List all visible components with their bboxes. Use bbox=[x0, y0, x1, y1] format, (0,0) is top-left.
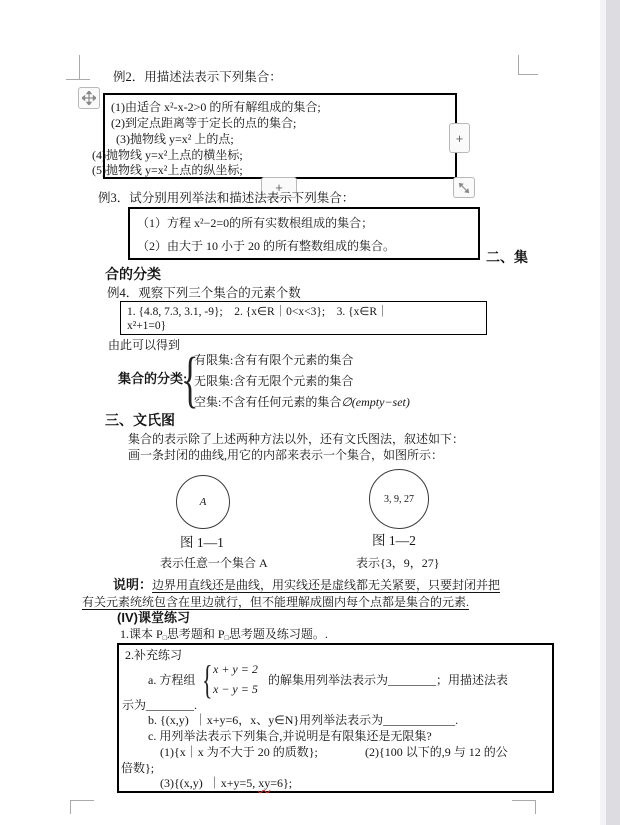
example4-conclusion: 由此可以得到 bbox=[108, 338, 181, 352]
insert-right-button[interactable] bbox=[449, 123, 470, 153]
exercise-a-wrap: 示为________. bbox=[122, 698, 198, 712]
example3-title: 例3．试分别用列举法和描述法表示下列集合： bbox=[98, 191, 355, 205]
resize-diagonal-icon bbox=[458, 182, 470, 194]
exercise-c3 bbox=[160, 776, 292, 790]
venn-para-2: 画一条封闭的曲线,用它的内部来表示一个集合，如图所示： bbox=[128, 448, 444, 462]
example2-item-1: (1)由适合 x²-x-2>0 的所有解组成的集合; bbox=[111, 100, 321, 114]
note-line-2 bbox=[82, 595, 469, 609]
plus-icon: + bbox=[275, 180, 283, 195]
note-line-1 bbox=[113, 578, 500, 592]
page-subscript-1: □ bbox=[162, 634, 167, 642]
venn-circle-A bbox=[176, 475, 230, 529]
exercise-a-label: a. 方程组 bbox=[148, 673, 196, 687]
venn-circle-set-label: 3, 9, 27 bbox=[384, 493, 414, 505]
example2-item-5: (5)抛物线 y=x²上点的纵坐标; bbox=[92, 163, 243, 177]
practice-item1-pre: 1.课本 P bbox=[120, 627, 163, 641]
page-subscript-2: □ bbox=[224, 634, 229, 642]
example2-item-2: (2)到定点距离等于定长的点的集合; bbox=[111, 116, 297, 130]
example4-line-2: x²+1=0} bbox=[127, 320, 167, 332]
figure1-caption: 图 1—1 bbox=[180, 535, 224, 550]
resize-handle[interactable] bbox=[453, 177, 475, 198]
figure2-description: 表示{3，9，27} bbox=[356, 556, 440, 570]
scrollbar-track[interactable] bbox=[606, 0, 620, 825]
example3-item-1: （1）方程 x²−2=0的所有实数根组成的集合； bbox=[137, 216, 374, 230]
exercise-c2: (2){100 以下的,9 与 12 的公 bbox=[365, 745, 508, 759]
margin-mark-bottom-right bbox=[512, 800, 536, 801]
section2-heading-wrap: 合的分类 bbox=[105, 266, 161, 282]
equation-1: x + y = 2 bbox=[213, 662, 258, 676]
venn-circle-A-label: A bbox=[199, 496, 207, 508]
exercise-c3-post: =6}; bbox=[270, 776, 293, 790]
exercise-b: b. {(x,y) ｜x+y=6，x、y∈N}用列举法表示为____________. bbox=[148, 713, 459, 727]
practice-heading: (IV)课堂练习 bbox=[117, 610, 190, 625]
margin-mark-top-right-v bbox=[518, 55, 519, 75]
classification-item-empty bbox=[194, 395, 410, 409]
classification-item-infinite: 无限集:含有无限个元素的集合 bbox=[194, 374, 354, 388]
classification-item-finite: 有限集:含有有限个元素的集合 bbox=[194, 353, 354, 367]
margin-mark-top-left-v bbox=[79, 55, 80, 80]
margin-mark-top-right bbox=[518, 74, 538, 75]
empty-set-text: 空集:不含有任何元素的集合 bbox=[194, 395, 342, 409]
equation-2: x − y = 5 bbox=[213, 682, 258, 696]
section3-heading: 三、文氏图 bbox=[105, 412, 175, 428]
note-text-1: 边界用直线还是曲线，用实线还是虚线都无关紧要，只要封闭并把 bbox=[152, 578, 501, 592]
example2-item-4: (4)抛物线 y=x²上点的横坐标; bbox=[92, 148, 243, 162]
margin-mark-bottom-right-v bbox=[535, 800, 536, 814]
exercise-c3-pre: (3){(x,y) ｜x+y=5, bbox=[160, 776, 259, 790]
note-text-2: 有关元素统统包含在里边就行，但不能理解成圈内每个点都是集合的元素. bbox=[82, 595, 470, 609]
classification-brace: { bbox=[182, 346, 199, 414]
empty-set-math: ∅(empty−set) bbox=[341, 395, 410, 409]
system-brace: { bbox=[202, 657, 213, 702]
supplementary-title: 2.补充练习 bbox=[125, 648, 183, 662]
exercise-c: c. 用列举法表示下列集合,并说明是有限集还是无限集? bbox=[148, 729, 432, 743]
margin-mark-bottom-left bbox=[70, 800, 94, 801]
practice-item1-post: 思考题及练习题。. bbox=[228, 627, 328, 641]
example4-line-1: 1. {4.8, 7.3, 3.1, -9}; 2. {x∈R｜0<x<3}; 3. {x∈R｜ bbox=[127, 306, 389, 318]
exercise-a-text: 的解集用列举法表示为________；用描述法表 bbox=[268, 673, 509, 687]
example2-title: 例2．用描述法表示下列集合： bbox=[113, 70, 282, 84]
figure2-caption: 图 1—2 bbox=[372, 533, 416, 548]
practice-item1-mid: 思考题和 P bbox=[166, 627, 225, 641]
move-handle[interactable] bbox=[78, 87, 100, 109]
figure1-description: 表示任意一个集合 A bbox=[160, 556, 268, 570]
classification-label: 集合的分类: bbox=[118, 371, 188, 386]
exercise-c2-wrap: 倍数}; bbox=[121, 761, 155, 775]
venn-circle-set bbox=[369, 469, 429, 529]
section2-heading-right: 二、集 bbox=[486, 249, 528, 265]
venn-para-1: 集合的表示除了上述两种方法以外，还有文氏图法，叙述如下： bbox=[128, 432, 465, 446]
example2-item-3: (3)抛物线 y=x² 上的点; bbox=[116, 132, 234, 146]
note-label: 说明： bbox=[113, 577, 153, 592]
example4-title: 例4．观察下列三个集合的元素个数 bbox=[107, 286, 301, 300]
margin-mark-top-left bbox=[66, 79, 90, 80]
spellcheck-flagged-text: xy bbox=[258, 776, 271, 790]
plus-icon: + bbox=[455, 130, 464, 146]
move-icon bbox=[82, 91, 96, 105]
exercise-c1: (1){x｜x 为不大于 20 的质数}; bbox=[160, 745, 318, 759]
margin-mark-bottom-left-v bbox=[70, 800, 71, 814]
example3-item-2: （2）由大于 10 小于 20 的所有整数组成的集合。 bbox=[137, 239, 396, 253]
